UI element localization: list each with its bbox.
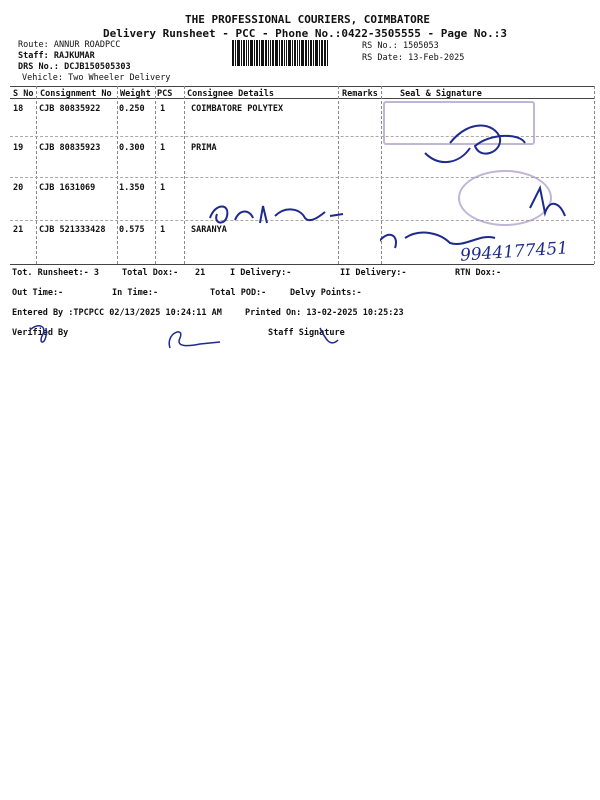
route-label: Route: xyxy=(18,40,49,50)
rs-date-value: 13-Feb-2025 xyxy=(408,53,465,63)
drs-label: DRS No.: xyxy=(18,62,59,72)
row-consignment: CJB 80835922 xyxy=(39,104,101,114)
col-header-pcs: PCS xyxy=(157,89,173,99)
row-consignment: CJB 1631069 xyxy=(39,183,96,193)
row-weight: 0.300 xyxy=(119,143,145,153)
rs-no-label: RS No.: xyxy=(362,41,398,51)
company-title: THE PROFESSIONAL COURIERS, COIMBATORE xyxy=(185,13,431,26)
col-header-remarks: Remarks xyxy=(342,89,378,99)
ii-delivery: II Delivery:- xyxy=(340,268,407,278)
tot-runsheet: Tot. Runsheet:- 3 xyxy=(12,268,99,278)
verified-by: Verified By xyxy=(12,328,69,338)
tamil-signature xyxy=(205,198,345,230)
rs-no-row xyxy=(362,41,439,51)
table-top-rule xyxy=(10,86,594,87)
rs-no-value: 1505053 xyxy=(402,41,439,51)
rtn-dox: RTN Dox:- xyxy=(455,268,502,278)
row-pcs: 1 xyxy=(160,183,166,193)
row-sno: 18 xyxy=(13,104,24,114)
rs-date-label: RS Date: xyxy=(362,53,403,63)
footer-signatures xyxy=(20,318,360,363)
staff-label: Staff: xyxy=(18,51,49,61)
row-consignee: SARANYA xyxy=(191,225,227,235)
row-consignment: CJB 521333428 xyxy=(39,225,106,235)
row-consignee: COIMBATORE POLYTEX xyxy=(191,104,284,114)
staff-signature: Staff Signature xyxy=(268,328,345,338)
drs-value: DCJB150505303 xyxy=(64,62,131,72)
staff-value: RAJKUMAR xyxy=(53,51,95,61)
i-delivery: I Delivery:- xyxy=(230,268,292,278)
row-weight: 0.575 xyxy=(119,225,145,235)
row-sno: 19 xyxy=(13,143,24,153)
out-time: Out Time:- xyxy=(12,288,64,298)
row-pcs: 1 xyxy=(160,225,166,235)
barcode xyxy=(232,40,352,66)
col-header-seal: Seal & Signature xyxy=(400,89,482,99)
staff-row xyxy=(18,51,95,61)
col-divider xyxy=(338,86,339,264)
vehicle-label: Vehicle: xyxy=(22,73,63,83)
row-weight: 1.350 xyxy=(119,183,145,193)
printed-on: Printed On: 13-02-2025 10:25:23 xyxy=(245,308,404,318)
col-header-sno: S No xyxy=(13,89,34,99)
row-consignee: PRIMA xyxy=(191,143,217,153)
row-weight: 0.250 xyxy=(119,104,145,114)
row-pcs: 1 xyxy=(160,143,166,153)
vehicle-row xyxy=(22,73,170,83)
drs-row xyxy=(18,62,131,72)
route-value: ANNUR ROADPCC xyxy=(53,40,121,50)
col-header-consignee: Consignee Details xyxy=(187,89,274,99)
vehicle-value: Two Wheeler Delivery xyxy=(68,73,171,83)
handwritten-phone: 9944177451 xyxy=(459,238,569,266)
row-pcs: 1 xyxy=(160,104,166,114)
col-header-weight: Weight xyxy=(120,89,151,99)
runsheet-subtitle: Delivery Runsheet - PCC - Phone No.:0422-3505555 - Page No.:3 xyxy=(103,27,507,40)
total-dox-label: Total Dox:- xyxy=(122,268,179,278)
col-divider xyxy=(155,86,156,264)
delvy-points: Delvy Points:- xyxy=(290,288,362,298)
col-divider xyxy=(36,86,37,264)
row-consignment: CJB 80835923 xyxy=(39,143,101,153)
rs-date-row xyxy=(362,53,464,63)
in-time: In Time:- xyxy=(112,288,159,298)
col-header-consignment: Consignment No xyxy=(40,89,112,99)
entered-by: Entered By :TPCPCC 02/13/2025 10:24:11 AM xyxy=(12,308,222,318)
total-pod: Total POD:- xyxy=(210,288,267,298)
route-row xyxy=(18,40,120,50)
col-divider xyxy=(117,86,118,264)
row-sno: 20 xyxy=(13,183,24,193)
total-dox-value: 21 xyxy=(195,268,206,278)
row-sno: 21 xyxy=(13,225,24,235)
col-divider xyxy=(184,86,185,264)
